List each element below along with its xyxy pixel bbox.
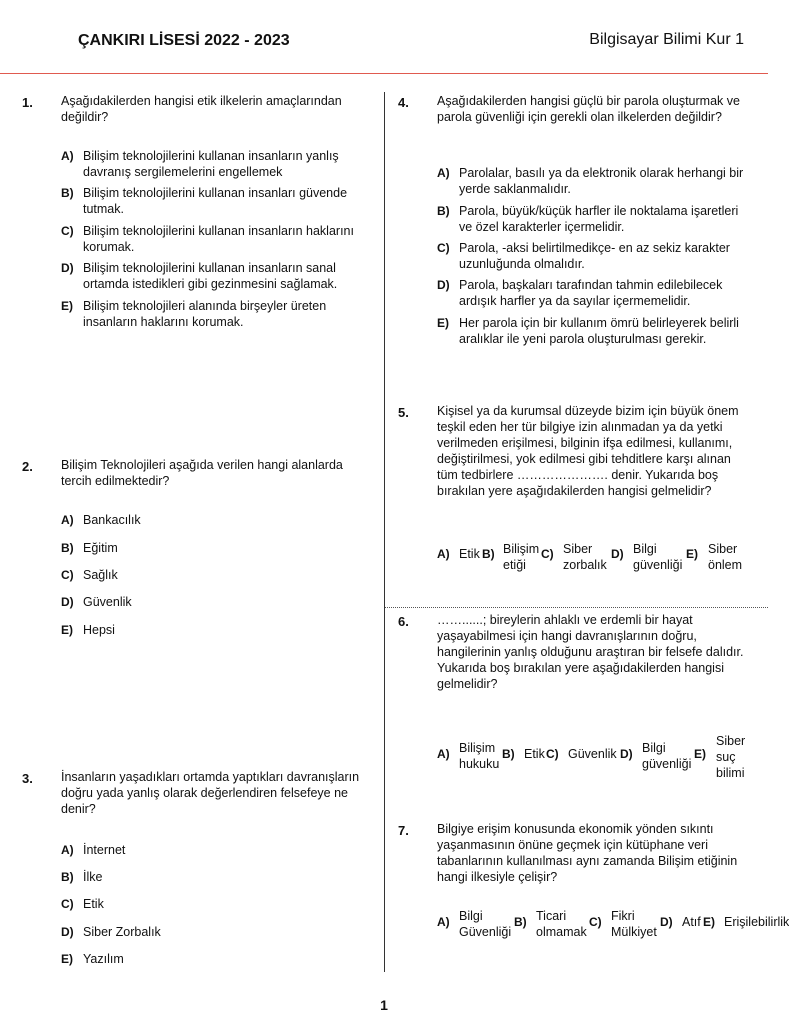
option-letter: C) [546, 747, 559, 761]
option-text: Parola, büyük/küçük harfler ile noktalama işaretleri ve özel karakterler içermelidir. [459, 204, 739, 234]
option-letter: E) [694, 747, 706, 761]
option-letter: E) [61, 623, 73, 637]
option-text: Ticari olmamak [536, 909, 587, 939]
option-letter: B) [61, 541, 74, 555]
option-letter: A) [437, 547, 450, 561]
option-text: Etik [524, 747, 545, 761]
option-e[interactable] [703, 914, 789, 930]
option-text: Her parola için bir kullanım ömrü belirleyerek belirli aralıklar ile yeni parola oluşturulması gerekir. [459, 316, 739, 346]
option-letter: A) [437, 915, 450, 929]
option-text: İnternet [83, 843, 126, 857]
option-text: Siber Zorbalık [83, 925, 161, 939]
header-rule [0, 73, 768, 74]
option-text: Güvenlik [568, 747, 617, 761]
option-text: Sağlık [83, 568, 118, 582]
question-separator [385, 607, 768, 608]
question-text: Kişisel ya da kurumsal düzeyde bizim için büyük önem teşkil eden her tür bilgiye izin alınmadan ya da yetki verilmeden erişilmesi, bilginin ifşa edilmesi, kullanımı, değiştirilmesi, yok edilmesi gibi tehditlere karşı alınan tüm tedbirlere …………………. denir. Yukarıda boş bırakılan yere aşağıdakilerden hangisi gelmelidir? [437, 404, 739, 498]
option-text: Hepsi [83, 623, 115, 637]
option-letter: D) [660, 915, 673, 929]
option-letter: C) [437, 241, 450, 255]
option-text: Parola, -aksi belirtilmedikçe- en az sekiz karakter uzunluğunda olmalıdır. [459, 241, 730, 271]
option-text: Bilişim teknolojilerini kullanan insanların haklarını korumak. [83, 224, 354, 254]
option-letter: B) [514, 915, 527, 929]
page-number: 1 [380, 997, 388, 1013]
question-text: Bilişim Teknolojileri aşağıda verilen hangi alanlarda tercih edilmektedir? [61, 458, 343, 488]
column-divider [384, 92, 385, 972]
option-text: Fikri Mülkiyet [611, 909, 657, 939]
question-text: Aşağıdakilerden hangisi güçlü bir parola oluşturmak ve parola güvenliği için gerekli olan ilkelerden değildir? [437, 94, 740, 124]
option-text: Siber zorbalık [563, 542, 607, 572]
option-text: Etik [83, 897, 104, 911]
option-letter: C) [61, 897, 74, 911]
option-letter: C) [61, 224, 74, 238]
question-number: 4. [398, 95, 409, 110]
question-number: 6. [398, 614, 409, 629]
option-letter: E) [437, 316, 449, 330]
option-letter: B) [437, 204, 450, 218]
option-text: Parolalar, basılı ya da elektronik olarak herhangi bir yerde saklanmalıdır. [459, 166, 744, 196]
option-letter: D) [61, 261, 74, 275]
option-letter: D) [61, 925, 74, 939]
option-text: Parola, başkaları tarafından tahmin edilebilecek ardışık harfler ya da sayılar içermemelidir. [459, 278, 723, 308]
option-letter: B) [61, 870, 74, 884]
question-text: Bilgiye erişim konusunda ekonomik yönden sıkıntı yaşanmasının önüne geçmek için kütüphane veri tabanlarının kullanılması aynı zamanda Bilişim etiğinin hangi ilkesiyle çelişir? [437, 822, 738, 884]
option-text: Siber suç bilimi [716, 734, 746, 780]
question-text: İnsanların yaşadıkları ortamda yaptıkları davranışların doğru yada yanlış olarak değerlendiren felsefeye ne denir? [61, 770, 360, 816]
option-text: Siber önlem [708, 542, 743, 572]
option-text: Bilişim teknolojilerini kullanan insanları güvende tutmak. [83, 186, 348, 216]
option-text: Güvenlik [83, 595, 132, 609]
option-text: Yazılım [83, 952, 124, 966]
option-letter: E) [61, 299, 73, 313]
question-number: 2. [22, 459, 33, 474]
option-text: Bilişim teknolojileri alanında birşeyler üreten insanların haklarını korumak. [83, 299, 327, 329]
option-letter: E) [61, 952, 73, 966]
option-text: Bilişim hukuku [459, 741, 500, 771]
option-letter: A) [61, 513, 74, 527]
option-letter: B) [502, 747, 515, 761]
question-number: 5. [398, 405, 409, 420]
option-text: Bilişim teknolojilerini kullanan insanların sanal ortamda istedikleri gibi gezinmesini sağlamak. [83, 261, 338, 291]
option-letter: B) [482, 547, 495, 561]
option-letter: D) [437, 278, 450, 292]
option-letter: C) [541, 547, 554, 561]
option-letter: D) [61, 595, 74, 609]
option-text: İlke [83, 870, 103, 884]
option-letter: C) [589, 915, 602, 929]
question-text: Aşağıdakilerden hangisi etik ilkelerin amaçlarından değildir? [61, 94, 342, 124]
option-text: Bilişim teknolojilerini kullanan insanların yanlış davranış sergilemelerini engellemek [83, 149, 339, 179]
option-letter: A) [437, 747, 450, 761]
option-letter: B) [61, 186, 74, 200]
option-text: Eğitim [83, 541, 118, 555]
option-text: Erişilebilirlik [724, 915, 789, 929]
option-letter: D) [611, 547, 624, 561]
course-title: Bilgisayar Bilimi Kur 1 [589, 31, 744, 48]
option-text: Bilgi Güvenliği [459, 909, 512, 939]
question-text: ……......; bireylerin ahlaklı ve erdemli bir hayat yaşayabilmesi için hangi davranışlarının doğru, hangilerinin yanlış olduğunu araştıran bir felsefe dalıdır. Yukarıda boş bırakılan yere aşağıdakilerden hangisi gelmelidir? [437, 613, 744, 691]
option-text: Bilgi güvenliği [642, 741, 692, 771]
option-text: Bankacılık [83, 513, 141, 527]
school-title: ÇANKIRI LİSESİ 2022 - 2023 [78, 32, 290, 49]
question-number: 7. [398, 823, 409, 838]
option-letter: A) [437, 166, 450, 180]
option-letter: E) [703, 915, 715, 929]
question-number: 1. [22, 95, 33, 110]
option-letter: D) [620, 747, 633, 761]
option-letter: E) [686, 547, 698, 561]
option-letter: C) [61, 568, 74, 582]
question-number: 3. [22, 771, 33, 786]
option-letter: A) [61, 843, 74, 857]
option-text: Bilgi güvenliği [633, 542, 683, 572]
option-text: Atıf [682, 915, 701, 929]
option-letter: A) [61, 149, 74, 163]
option-text: Etik [459, 547, 480, 561]
option-text: Bilişim etiği [503, 542, 540, 572]
